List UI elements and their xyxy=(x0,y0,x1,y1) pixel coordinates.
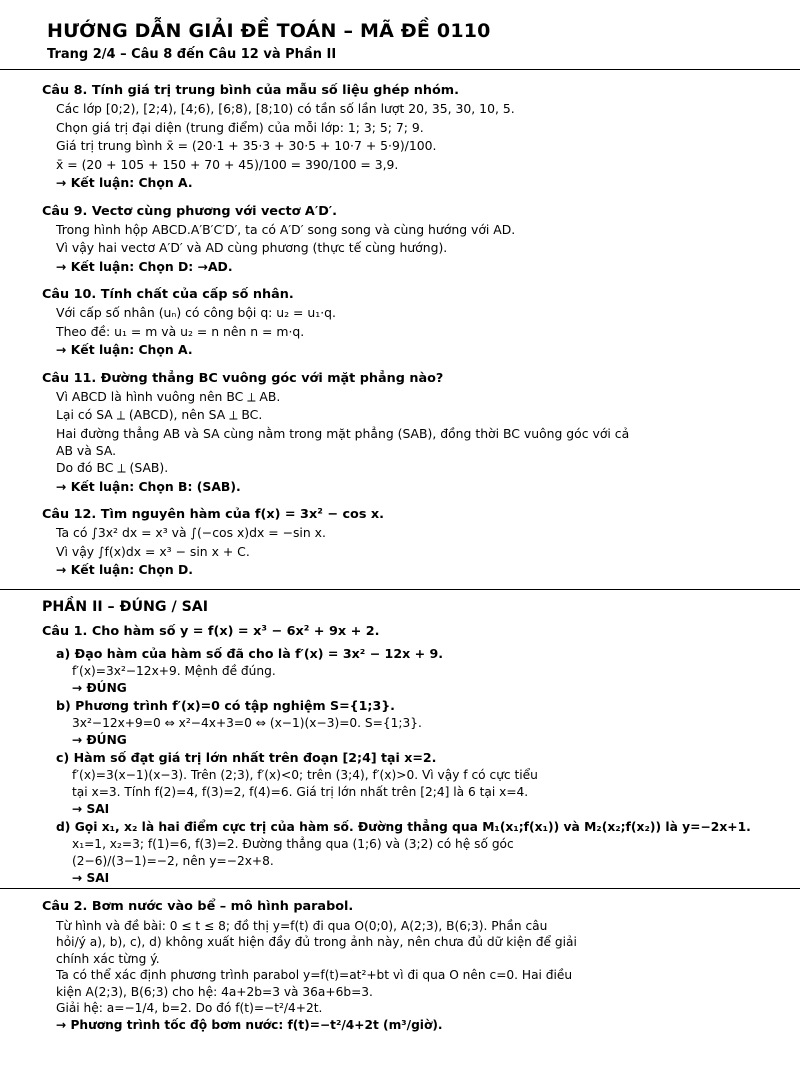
solution-line: Giải hệ: a=−1/4, b=2. Do đó f(t)=−t²/4+2t. xyxy=(56,1001,323,1015)
part2-question-2 xyxy=(0,889,800,1034)
solution-line: Ta có thể xác định phương trình parabol y=f(t)=at²+bt vì đi qua O nên c=0. Hai điều xyxy=(56,968,573,982)
solution-line: Giá trị trung bình x̄ = (20·1 + 35·3 + 30·5 + 10·7 + 5·9)/100. xyxy=(56,138,437,153)
solution-line: AB và SA. xyxy=(56,443,117,458)
question-heading: Câu 10. Tính chất của cấp số nhân. xyxy=(42,287,294,302)
solution-line: Vì vậy hai vectơ A′D′ và AD cùng phương (thực tế cùng hướng). xyxy=(56,240,448,255)
conclusion: → Kết luận: Chọn B: (SAB). xyxy=(56,478,241,494)
question-heading: Câu 8. Tính giá trị trung bình của mẫu số liệu ghép nhóm. xyxy=(42,83,459,98)
conclusion: → Kết luận: Chọn A. xyxy=(56,342,193,357)
question-heading: Câu 9. Vectơ cùng phương với vectơ A′D′. xyxy=(42,203,338,219)
part2-title: PHẦN II – ĐÚNG / SAI xyxy=(42,598,209,615)
solution-line: Chọn giá trị đại diện (trung điểm) của mỗi lớp: 1; 3; 5; 7; 9. xyxy=(56,119,424,135)
page-header xyxy=(0,0,800,64)
part2-section xyxy=(0,590,800,887)
question-10 xyxy=(42,285,790,360)
statement-line: (2−6)/(3−1)=−2, nên y=−2x+8. xyxy=(72,853,274,868)
question-9 xyxy=(42,202,790,277)
conclusion: → Kết luận: Chọn D: →AD. xyxy=(56,258,233,274)
statement-heading: b) Phương trình f′(x)=0 có tập nghiệm S={1;3}. xyxy=(56,697,395,713)
statement-c xyxy=(56,749,790,818)
statement-a xyxy=(56,645,790,697)
statement-heading: d) Gọi x₁, x₂ là hai điểm cực trị của hàm số. Đường thẳng qua M₁(x₁;f(x₁)) và M₂(x₂;f(x₂)) là y=−2x+1. xyxy=(56,819,751,834)
conclusion: → Phương trình tốc độ bơm nước: f(t)=−t²/4+2t (m³/giờ). xyxy=(56,1017,443,1032)
question-12 xyxy=(42,505,790,580)
solution-line: kiện A(2;3), B(6;3) cho hệ: 4a+2b=3 và 36a+6b=3. xyxy=(56,984,373,999)
solution-line: Vì vậy ∫f(x)dx = x³ − sin x + C. xyxy=(56,543,250,559)
solution-line: Trong hình hộp ABCD.A′B′C′D′, ta có A′D′ song song và cùng hướng với AD. xyxy=(56,221,516,237)
solution-line: chính xác từng ý. xyxy=(56,951,160,966)
question-11 xyxy=(42,369,790,497)
statement-line: f′(x)=3x²−12x+9. Mệnh đề đúng. xyxy=(72,663,276,678)
statement-b xyxy=(56,697,790,749)
solution-line: x̄ = (20 + 105 + 150 + 70 + 45)/100 = 390/100 = 3,9. xyxy=(56,156,399,172)
verdict: → ĐÚNG xyxy=(72,680,127,695)
statement-line: f′(x)=3(x−1)(x−3). Trên (2;3), f′(x)<0; trên (3;4), f′(x)>0. Vì vậy f có cực tiểu xyxy=(72,767,538,782)
solution-line: Do đó BC ⟂ (SAB). xyxy=(56,460,169,475)
part1-section xyxy=(0,70,800,580)
verdict: → SAI xyxy=(72,870,110,885)
statement-heading: a) Đạo hàm của hàm số đã cho là f′(x) = 3x² − 12x + 9. xyxy=(56,645,444,661)
solution-line: Hai đường thẳng AB và SA cùng nằm trong mặt phẳng (SAB), đồng thời BC vuông góc với cả xyxy=(56,425,630,441)
question-heading: Câu 11. Đường thẳng BC vuông góc với mặt phẳng nào? xyxy=(42,370,444,386)
question-heading: Câu 1. Cho hàm số y = f(x) = x³ − 6x² + 9x + 2. xyxy=(42,623,380,639)
solution-line: hỏi/ý a), b), c), d) không xuất hiện đầy đủ trong ảnh này, nên chưa đủ dữ kiện để giải xyxy=(56,935,577,949)
question-heading: Câu 2. Bơm nước vào bể – mô hình parabol. xyxy=(42,898,354,914)
page-title: HƯỚNG DẪN GIẢI ĐỀ TOÁN – MÃ ĐỀ 0110 xyxy=(47,20,491,42)
verdict: → ĐÚNG xyxy=(72,732,127,747)
statement-d xyxy=(56,818,790,887)
solution-line: Lại có SA ⟂ (ABCD), nên SA ⟂ BC. xyxy=(56,407,263,422)
statement-heading: c) Hàm số đạt giá trị lớn nhất trên đoạn [2;4] tại x=2. xyxy=(56,749,437,765)
solution-line: Các lớp [0;2), [2;4), [4;6), [6;8), [8;10) có tần số lần lượt 20, 35, 30, 10, 5. xyxy=(56,101,515,116)
question-heading: Câu 12. Tìm nguyên hàm của f(x) = 3x² − cos x. xyxy=(42,507,385,522)
part2-question-1 xyxy=(42,622,790,887)
conclusion: → Kết luận: Chọn D. xyxy=(56,562,194,577)
verdict: → SAI xyxy=(72,801,110,816)
solution-line: Ta có ∫3x² dx = x³ và ∫(−cos x)dx = −sin x. xyxy=(56,525,326,540)
solution-line: Vì ABCD là hình vuông nên BC ⟂ AB. xyxy=(56,388,281,404)
solution-line: Với cấp số nhân (uₙ) có công bội q: u₂ = u₁·q. xyxy=(56,305,336,320)
solution-line: Theo đề: u₁ = m và u₂ = n nên n = m·q. xyxy=(56,323,305,339)
page-subtitle: Trang 2/4 – Câu 8 đến Câu 12 và Phần II xyxy=(47,47,337,62)
statement-line: x₁=1, x₂=3; f(1)=6, f(3)=2. Đường thẳng qua (1;6) và (3;2) có hệ số góc xyxy=(72,836,514,851)
question-8 xyxy=(42,81,790,193)
statement-line: 3x²−12x+9=0 ⇔ x²−4x+3=0 ⇔ (x−1)(x−3)=0. S={1;3}. xyxy=(72,715,422,730)
solution-line: Từ hình và đề bài: 0 ≤ t ≤ 8; đồ thị y=f(t) đi qua O(0;0), A(2;3), B(6;3). Phần câu xyxy=(56,918,548,933)
statement-line: tại x=3. Tính f(2)=4, f(3)=2, f(4)=6. Giá trị lớn nhất trên [2;4] là 6 tại x=4. xyxy=(72,784,529,799)
conclusion: → Kết luận: Chọn A. xyxy=(56,175,193,190)
